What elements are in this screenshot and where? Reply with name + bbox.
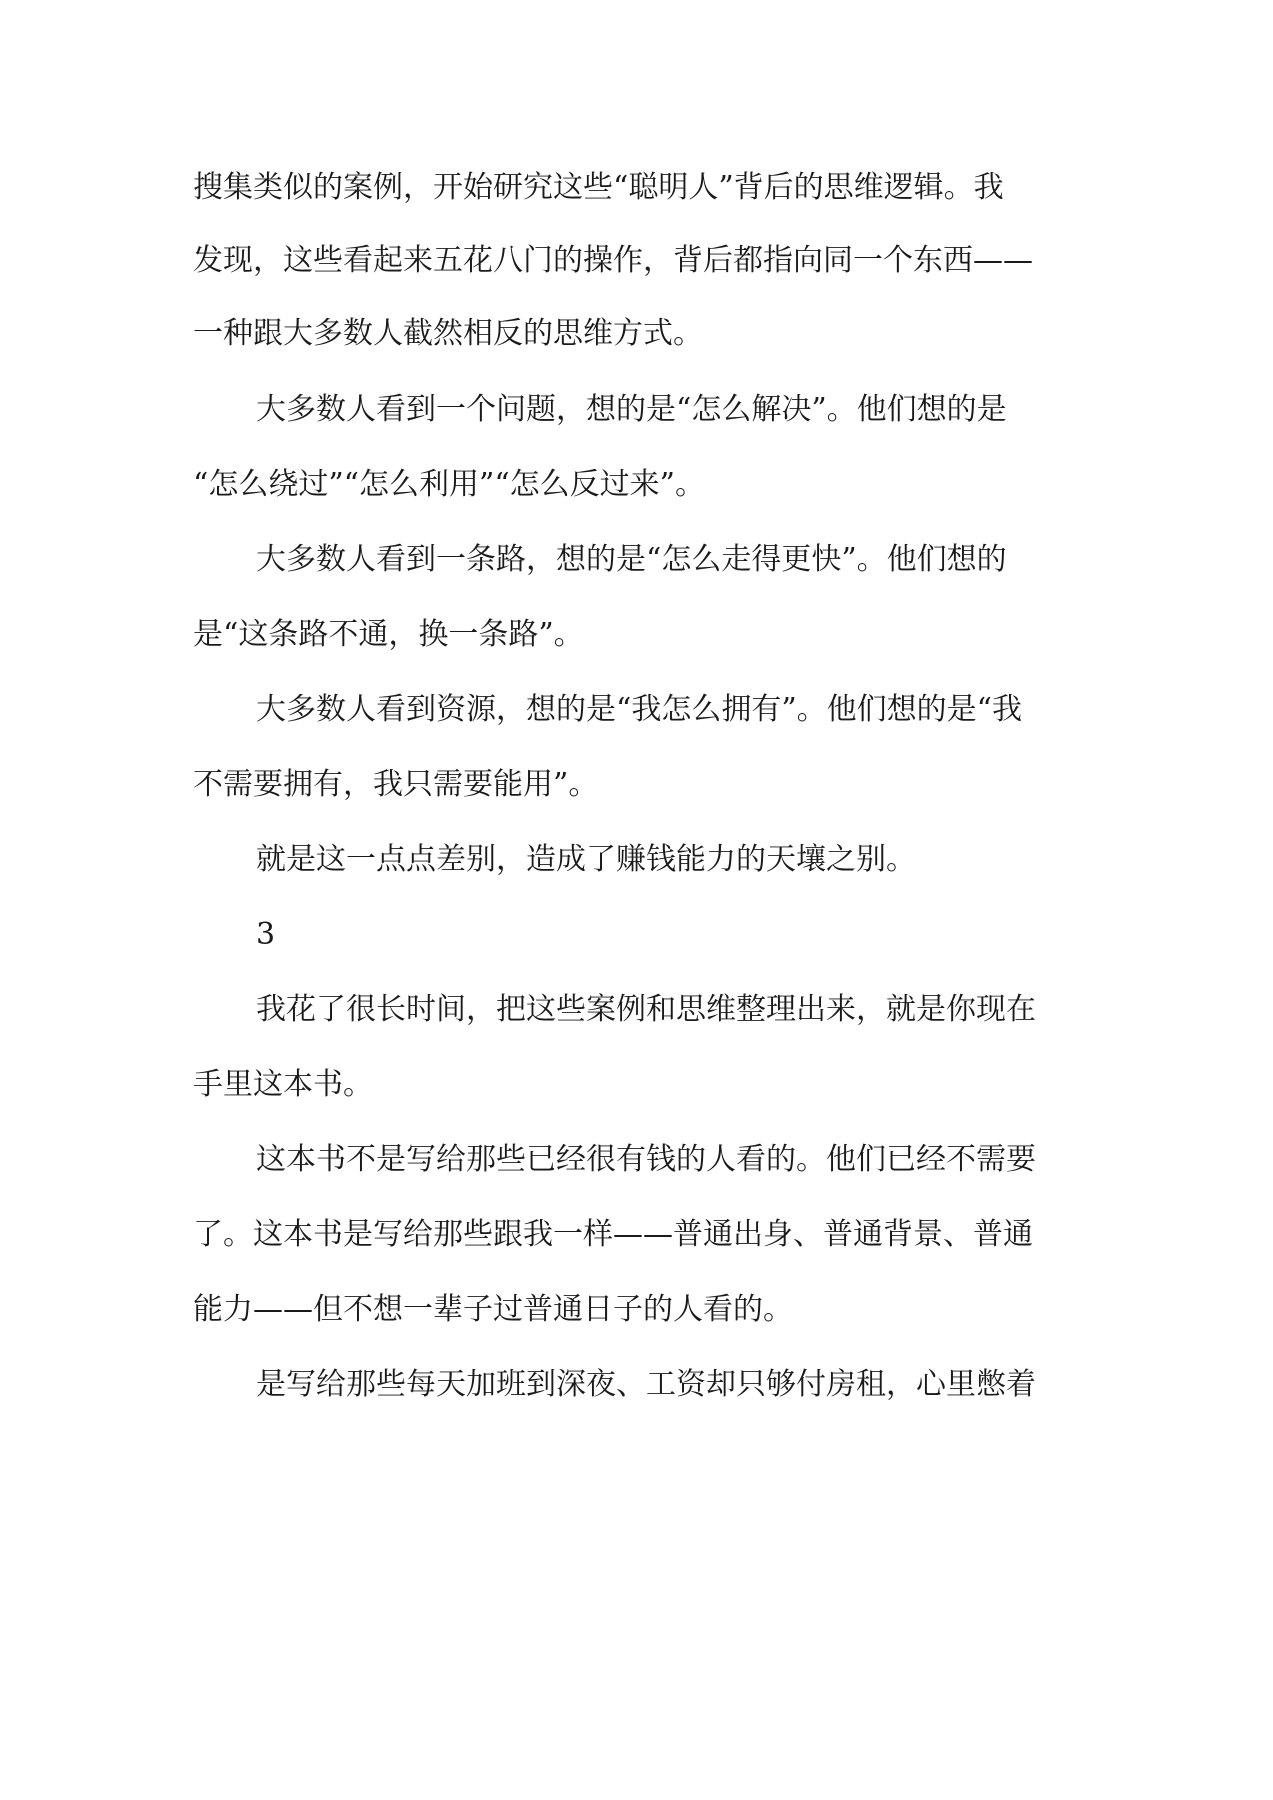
- text-line: 能力——但不想一辈子过普通日子的人看的。: [193, 1292, 793, 1327]
- section-number: 3: [256, 917, 276, 952]
- text-line: 搜集类似的案例，开始研究这些“聪明人”背后的思维逻辑。我: [193, 170, 1004, 205]
- text-line: 大多数人看到资源，想的是“我怎么拥有”。他们想的是“我: [256, 692, 1023, 727]
- text-line: 是“这条路不通，换一条路”。: [193, 617, 584, 652]
- text-line: 一种跟大多数人截然相反的思维方式。: [193, 316, 703, 351]
- text-line: 这本书不是写给那些已经很有钱的人看的。他们已经不需要: [256, 1142, 1036, 1177]
- text-line: 我花了很长时间，把这些案例和思维整理出来，就是你现在: [256, 992, 1036, 1027]
- text-line: 就是这一点点差别，造成了赚钱能力的天壤之别。: [256, 842, 916, 877]
- text-line: 了。这本书是写给那些跟我一样——普通出身、普通背景、普通: [193, 1217, 1033, 1252]
- text-line: 大多数人看到一条路，想的是“怎么走得更快”。他们想的: [256, 542, 1007, 577]
- text-line: 不需要拥有，我只需要能用”。: [193, 767, 599, 802]
- text-line: 是写给那些每天加班到深夜、工资却只够付房租，心里憋着: [256, 1367, 1036, 1402]
- text-line: 手里这本书。: [193, 1067, 373, 1102]
- text-line: 发现，这些看起来五花八门的操作，背后都指向同一个东西——: [193, 243, 1033, 278]
- text-line: “怎么绕过”“怎么利用”“怎么反过来”。: [193, 467, 706, 502]
- text-line: 大多数人看到一个问题，想的是“怎么解决”。他们想的是: [256, 392, 1007, 427]
